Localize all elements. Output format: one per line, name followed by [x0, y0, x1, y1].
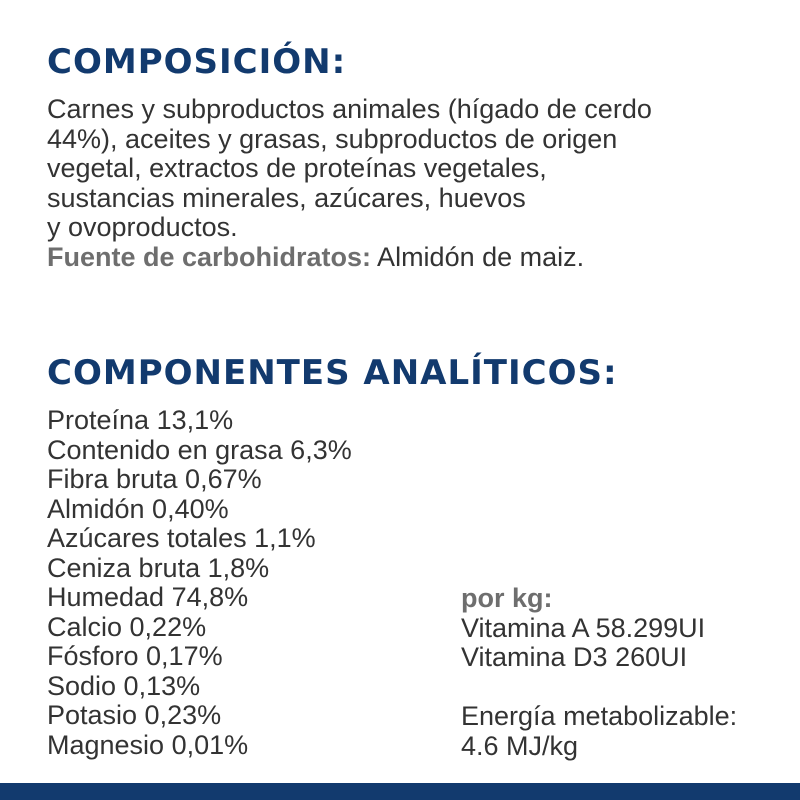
analytical-item-potassium: Potasio 0,23%	[47, 700, 222, 730]
energy-label: Energía metabolizable:	[461, 701, 738, 731]
analytical-item-ash: Ceniza bruta 1,8%	[47, 552, 270, 583]
composition-line: vegetal, extractos de proteínas vegetales,	[47, 153, 547, 183]
composition-line: Carnes y subproductos animales (hígado de cerdo	[47, 94, 652, 124]
analytical-item-fat: Contenido en grasa 6,3%	[47, 434, 352, 465]
carbohydrate-source	[47, 243, 767, 273]
vitamin-d3: Vitamina D3 260UI	[461, 642, 688, 672]
composition-heading: COMPOSICIÓN:	[47, 42, 347, 82]
energy-value: 4.6 MJ/kg	[461, 730, 579, 761]
analytical-item-starch: Almidón 0,40%	[47, 493, 229, 524]
analytical-item-sugars: Azúcares totales 1,1%	[47, 523, 316, 553]
composition-line: 44%), aceites y grasas, subproductos de origen	[47, 123, 618, 154]
composition-text	[47, 95, 767, 272]
analytical-item-phosphorus: Fósforo 0,17%	[47, 641, 223, 671]
analytical-item-moisture: Humedad 74,8%	[47, 582, 249, 612]
analytical-item-protein: Proteína 13,1%	[47, 405, 234, 435]
analytical-item-calcium: Calcio 0,22%	[47, 611, 207, 642]
analytical-list	[47, 406, 352, 760]
bottom-bar	[0, 783, 800, 800]
vitamin-a: Vitamina A 58.299UI	[461, 612, 706, 643]
carbohydrate-value: Almidón de maiz.	[371, 241, 585, 272]
per-kg-block	[461, 584, 737, 761]
composition-line: sustancias minerales, azúcares, huevos	[47, 182, 526, 213]
carbohydrate-label: Fuente de carbohidratos:	[47, 241, 372, 272]
analytical-item-fiber: Fibra bruta 0,67%	[47, 464, 262, 494]
analytical-item-magnesium: Magnesio 0,01%	[47, 729, 249, 760]
per-kg-label: por kg:	[461, 583, 553, 613]
analytical-heading: COMPONENTES ANALÍTICOS:	[47, 353, 618, 393]
spacer	[461, 673, 737, 703]
composition-line: y ovoproductos.	[47, 212, 238, 242]
analytical-item-sodium: Sodio 0,13%	[47, 670, 201, 701]
